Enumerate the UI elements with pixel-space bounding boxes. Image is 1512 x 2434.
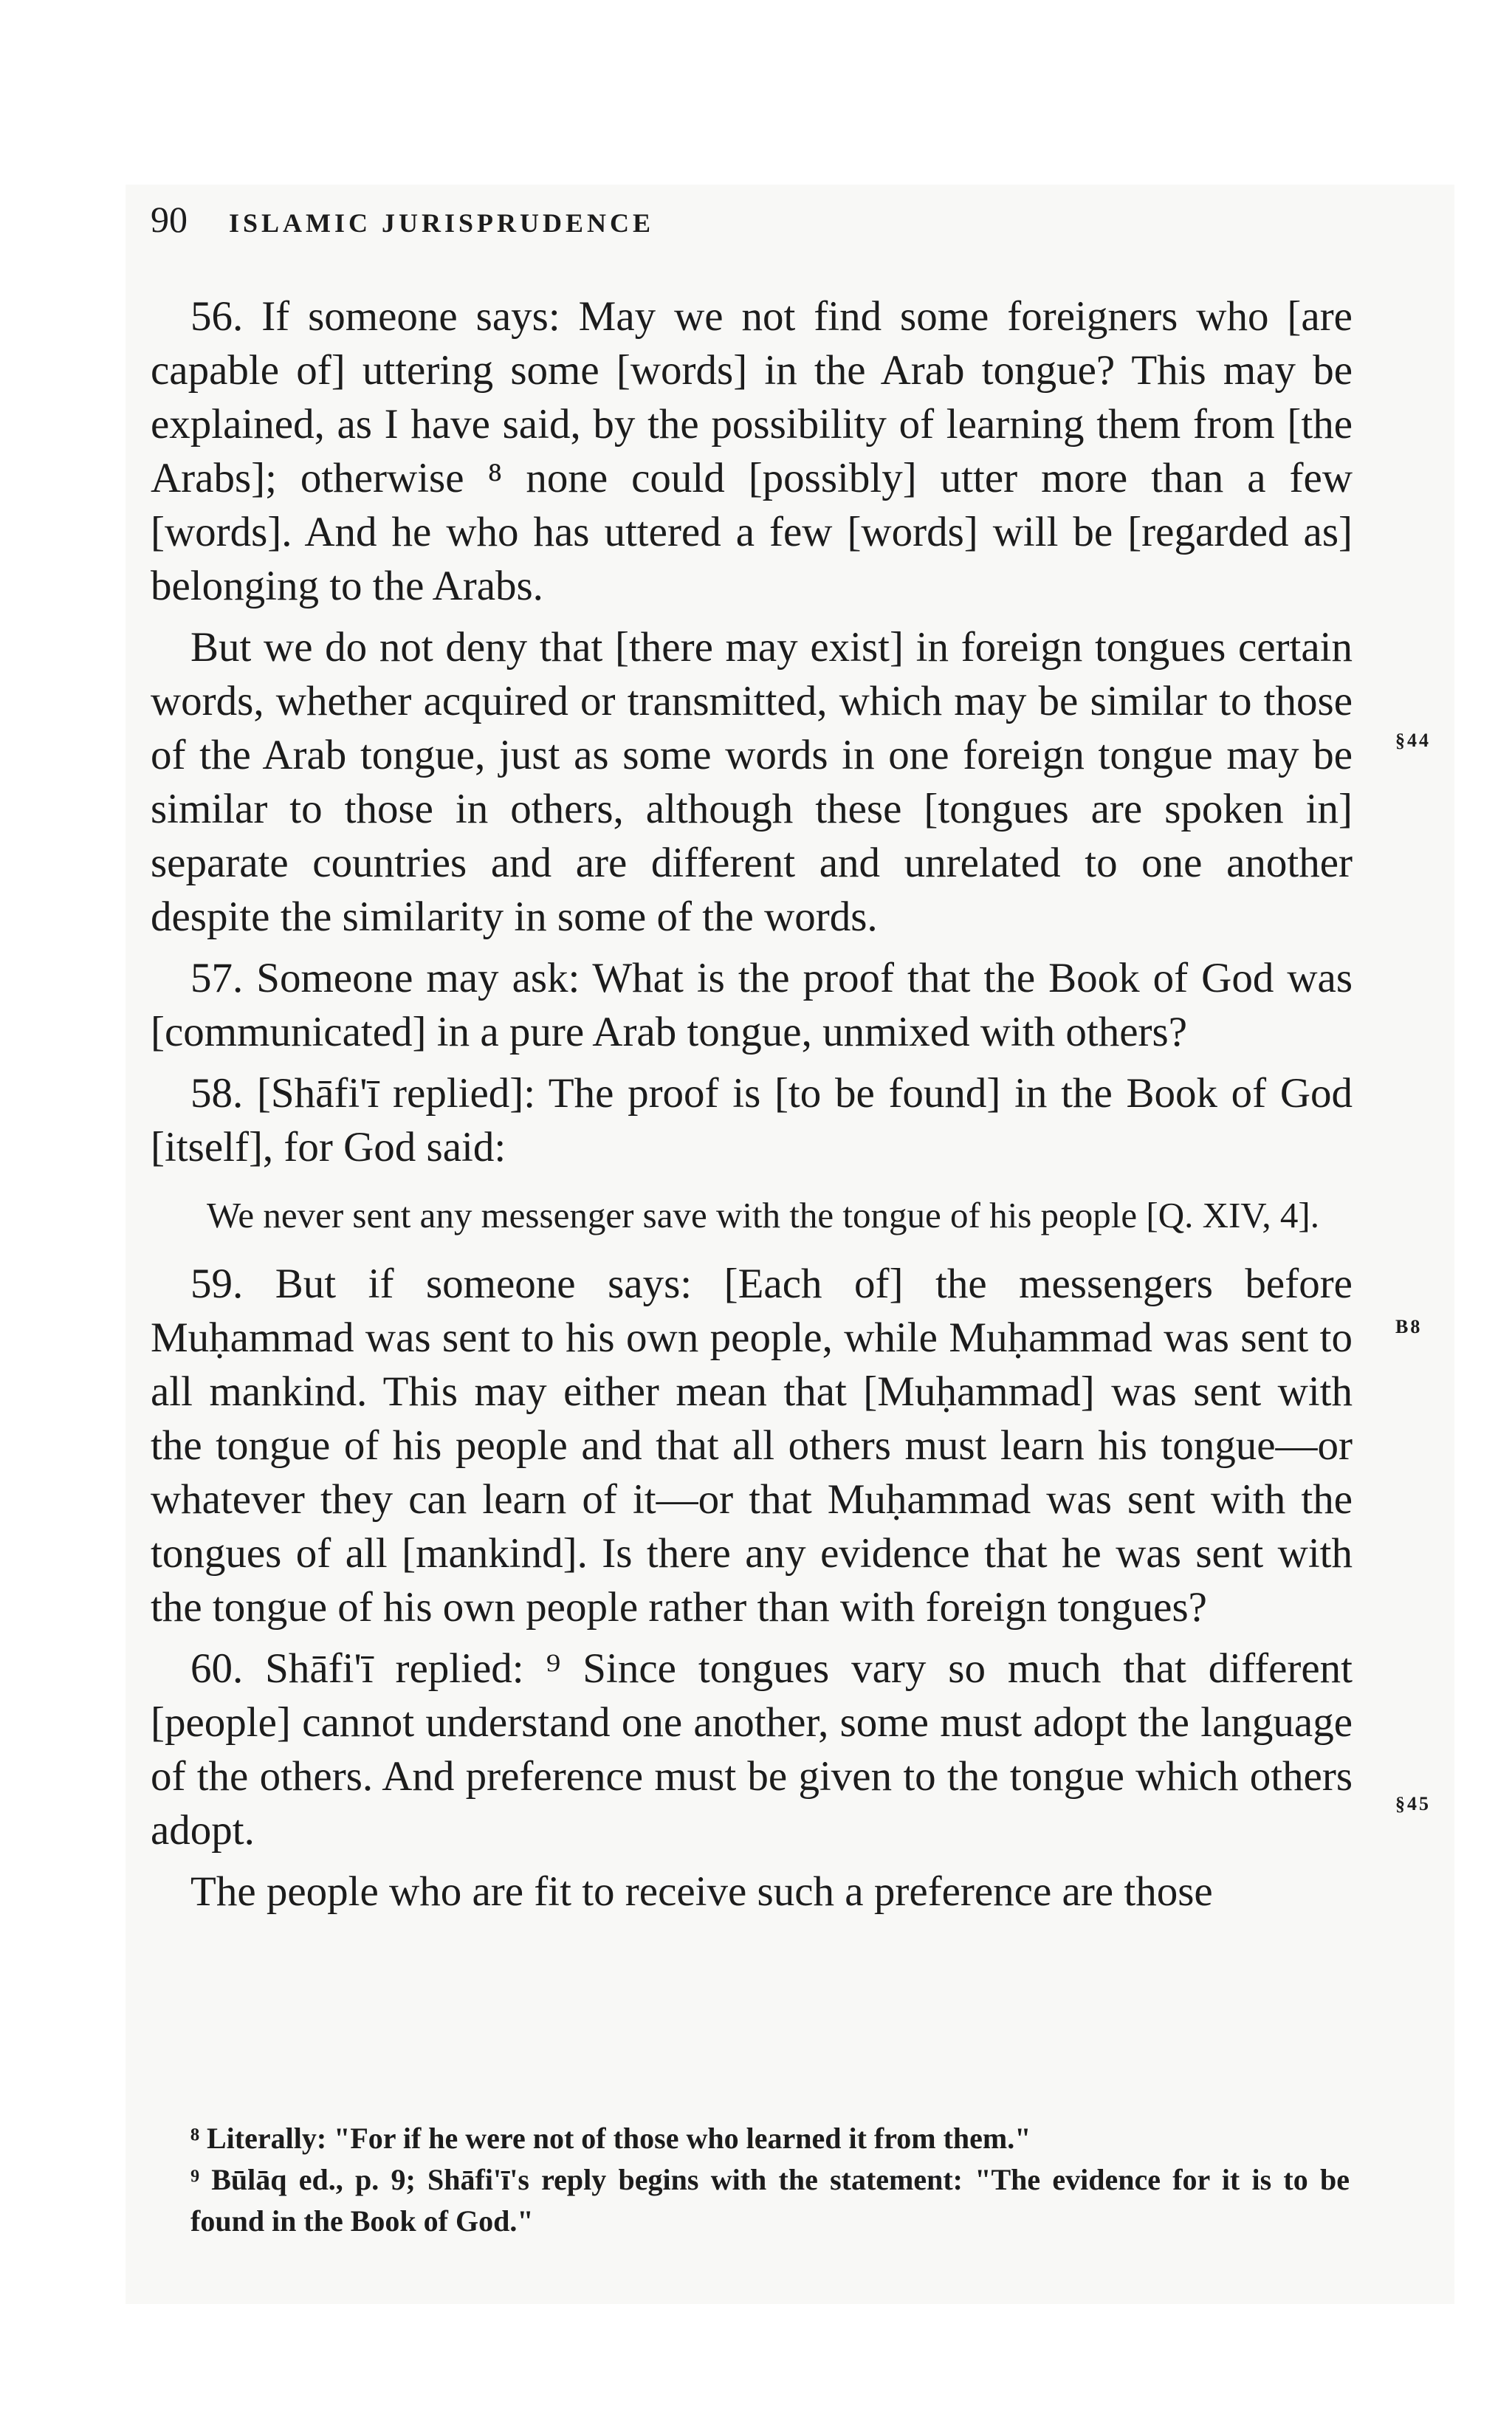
margin-ref-section-45: §45	[1395, 1793, 1431, 1814]
paragraph-60: 60. Shāfi'ī replied: ⁹ Since tongues vary so much that different [people] cannot understand one another, some must adopt the language of the others. And preference must be given to the tongue which others adopt.	[151, 1645, 1353, 1854]
page-header	[151, 198, 654, 250]
running-head: ISLAMIC JURISPRUDENCE	[229, 208, 655, 238]
margin-ref-section-44: §44	[1395, 730, 1431, 751]
paragraph-58: 58. [Shāfi'ī replied]: The proof is [to be found] in the Book of God [itself], for God said:	[151, 1070, 1353, 1170]
paragraph-60-continued: The people who are fit to receive such a preference are those	[190, 1868, 1213, 1915]
main-text	[151, 289, 1353, 1926]
footnotes	[190, 2118, 1350, 2242]
paragraph-56-continued: But we do not deny that [there may exist] in foreign tongues certain words, whether acquired or transmitted, which may be similar to those of the Arab tongue, just as some words in one foreign tongue may be similar to those in others, although these [tongues are spoken in] separate countries and are different and unrelated to one another despite the similarity in some of the words.	[151, 624, 1353, 940]
footnote-9: ⁹ Būlāq ed., p. 9; Shāfi'ī's reply begins with the statement: "The evidence for it is to be found in the Book of God."	[190, 2163, 1350, 2238]
paragraph-56: 56. If someone says: May we not find some foreigners who [are capable of] uttering some [words] in the Arab tongue? This may be explained, as I have said, by the possibility of learning them from [the Arabs]; otherwise ⁸ none could [possibly] utter more than a few [words]. And he who has uttered a few [words] will be [regarded as] belonging to the Arabs.	[151, 293, 1353, 609]
footnote-8: ⁸ Literally: "For if he were not of those who learned it from them."	[190, 2122, 1031, 2155]
margin-ref-bulaq-8: B8	[1395, 1316, 1423, 1337]
paragraph-57: 57. Someone may ask: What is the proof that the Book of God was [communicated] in a pure Arab tongue, unmixed with others?	[151, 955, 1353, 1055]
paragraph-59: 59. But if someone says: [Each of] the messengers before Muḥammad was sent to his own people, while Muḥammad was sent to all mankind. This may either mean that [Muḥammad] was sent with the tongue of his people and that all others must learn his tongue—or whatever they can learn of it—or that Muḥammad was sent with the tongues of all [mankind]. Is there any evidence that he was sent with the tongue of his own people rather than with foreign tongues?	[151, 1261, 1353, 1631]
quranic-quote: We never sent any messenger save with the tongue of his people [Q. XIV, 4].	[207, 1195, 1319, 1235]
page-number: 90	[151, 199, 188, 240]
